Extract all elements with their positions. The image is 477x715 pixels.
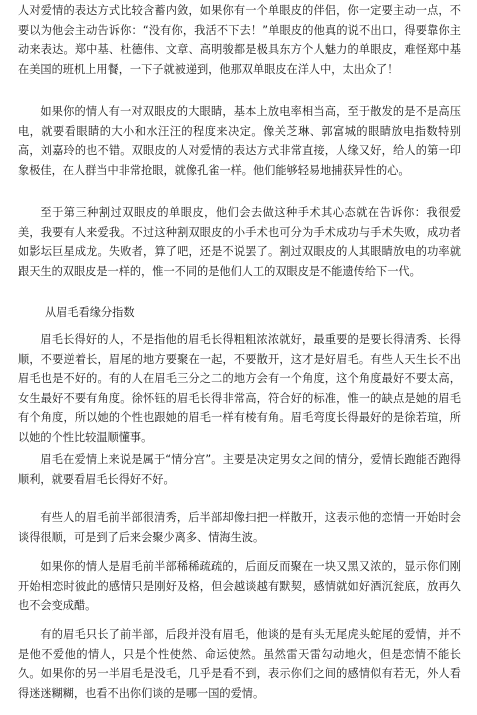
paragraph-good-eyebrows: 眉毛长得好的人，不是指他的眉毛长得粗粗浓浓就好，最重要的是要长得清秀、长得顺，不要逆着长，眉尾的地方要聚在一起，不要散开，这才是好眉毛。有些人天生长不出眉毛也是不好的。有的人在眉毛三分之二的地方会有一个角度，这个角度最好不要太高，女生最好不要有角度。徐怀钰的眉毛长得非常高，符合好的标准，惟一的缺点是她的眉毛有个角度，所以她的个性也跟她的眉毛一样有棱有角。眉毛弯度长得最好的是徐若瑄，所以她的个性比较温顺懂事。 xyxy=(18,333,461,444)
section-heading-eyebrows: 从眉毛看缘分指数 xyxy=(45,306,135,319)
paragraph-eyebrow-love-palace: 眉毛在爱情上来说是属于“情分宫”。主要是决定男女之间的情分，爱情长跑能否跑得顺利，就要看眉毛长得好不好。 xyxy=(18,453,461,486)
paragraph-half-eyebrow: 有的眉毛只长了前半部，后段并没有眉毛，他谈的是有头无尾虎头蛇尾的爱情，并不是他不爱他的情人，只是个性使然、命运使然。虽然雷天雷勾动地火，但是恋情不能长久。如果你的另一半眉毛是没毛，几乎是看不到，表示你们之间的感情似有若无，外人看得迷迷糊糊，也看不出你们谈的是哪一国的爱情。 xyxy=(18,628,461,700)
paragraph-single-eyelid-expression: 人对爱情的表达方式比较含蓄内敛，如果你有一个单眼皮的伴侣，你一定要主动一点，不要以为他会主动告诉你：“没有你，我活不下去！”单眼皮的他真的说不出口，得要靠你主动来表达。郑中基、杜德伟、文章、高明骏都是极具东方个人魅力的单眼皮，难怪郑中基在美国的班机上用餐，一下子就被递到，他那双单眼皮在洋人中，太出众了！ xyxy=(18,4,461,76)
paragraph-double-eyelid: 如果你的情人有一对双眼皮的大眼睛，基本上放电率相当高，至于散发的是不是高压电，就要看眼睛的大小和水汪汪的程度来决定。像关芝琳、郭富城的眼睛放电指数特别高，刘嘉玲的也不错。双眼皮的人对爱情的表达方式非常直接，人缘又好，给人的第一印象极佳，在人群当中非常抢眼，就像孔雀一样。他们能够轻易地捕获异性的心。 xyxy=(18,105,461,177)
paragraph-surgical-double-eyelid: 至于第三种割过双眼皮的单眼皮，他们会去做这种手术其心态就在告诉你：我很爱美，我要有人来爱我。不过这种割双眼皮的小手术也可分为手术成功与手术失败，成功者如影坛巨星成龙。失败者，算了吧，还是不说罢了。割过双眼皮的人其眼睛放电的功率就跟天生的双眼皮是一样的，惟一不同的是他们人工的双眼皮是不能遗传给下一代。 xyxy=(18,206,461,278)
paragraph-scattered-tail: 有些人的眉毛前半部很清秀，后半部却像扫把一样散开，这表示他的恋情一开始时会谈得很顺，可是到了后来会聚少离多、情海生波。 xyxy=(18,511,461,544)
paragraph-sparse-front: 如果你的情人是眉毛前半部稀稀疏疏的，后面反而聚在一块又黑又浓的，显示你们刚开始相恋时彼此的感情只是刚好及格，但会越谈越有默契，感情就如好酒沉瓮底，放再久也不会变成醋。 xyxy=(18,560,461,613)
